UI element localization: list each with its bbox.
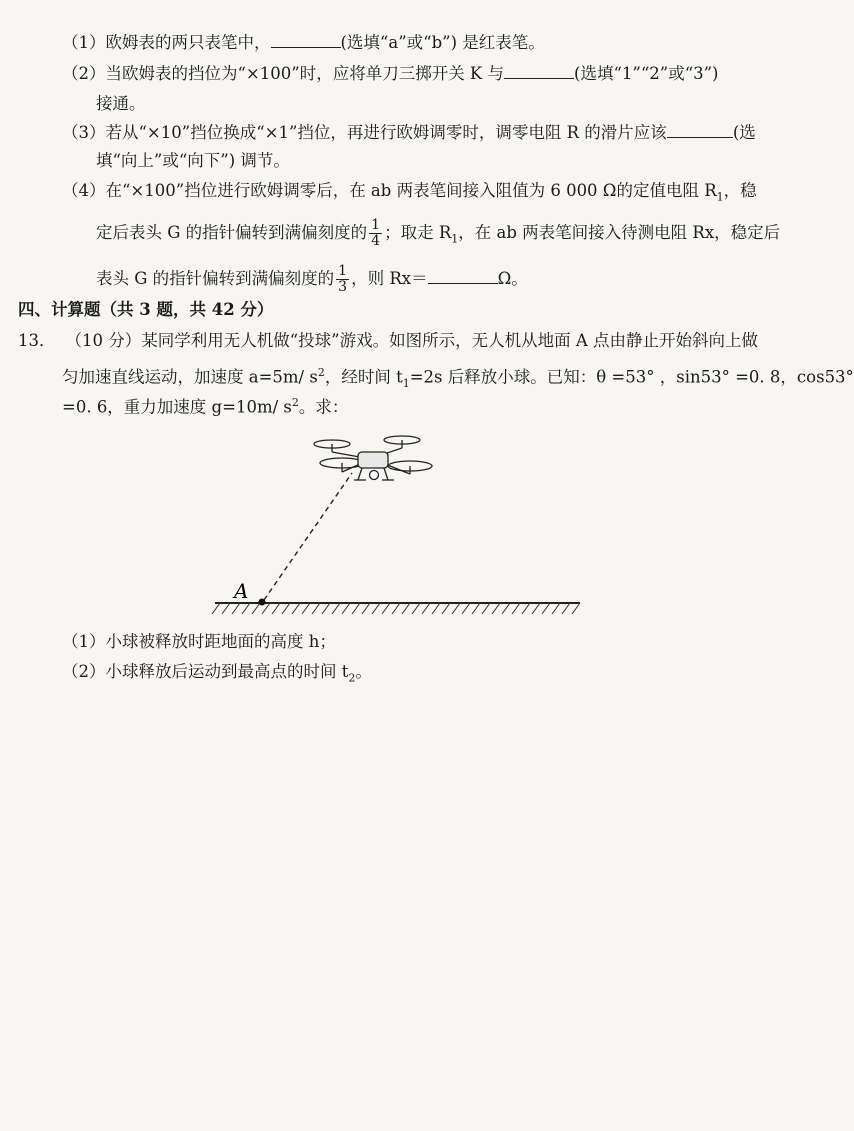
answer-blank-4[interactable] <box>428 267 498 284</box>
fraction-one-quarter: $\frac{1}{4}$ <box>371 217 381 249</box>
ground-hatching <box>212 603 580 614</box>
answer-blank-2[interactable] <box>504 62 574 79</box>
flight-path <box>264 473 352 600</box>
q12-part4-line3: 表头 G 的指针偏转到满偏刻度的 $\frac{1}{3}$ ，则 Rx＝ Ω。 <box>96 263 528 295</box>
q12-part1: （1）欧姆表的两只表笔中， (选填“a”或“b”) 是红表笔。 <box>62 33 545 52</box>
drone-icon <box>314 436 432 480</box>
q12-part4: （4）在“×100”挡位进行欧姆调零后，在 ab 两表笔间接入阻值为 6 000 Ω的定值电阻 $R_1$，稳 <box>62 181 757 204</box>
q12-part3: （3）若从“×10”挡位换成“×1”挡位，再进行欧姆调零时，调零电阻 R 的滑片应该 (选 <box>62 123 756 142</box>
q12-part2-cont: 接通。 <box>96 94 146 113</box>
q12-part2: （2）当欧姆表的挡位为“×100”时，应将单刀三掷开关 K 与 (选填“1”“2”或“3”) <box>62 64 719 83</box>
answer-blank-3[interactable] <box>667 121 733 138</box>
fraction-one-third: $\frac{1}{3}$ <box>338 263 348 295</box>
q12-part4-line2: 定后表头 G 的指针偏转到满偏刻度的 $\frac{1}{4}$ ；取走 $R_1$，在 ab 两表笔间接入待测电阻 Rx，稳定后 <box>96 217 781 249</box>
q12-part3-cont: 填“向上”或“向下”) 调节。 <box>96 151 290 170</box>
q13-sub1: （1）小球被释放时距地面的高度 h； <box>62 632 336 651</box>
q13-line3: =0. 6，重力加速度 g=10m/ $s^2$。求： <box>62 396 349 417</box>
drone-figure <box>200 418 600 623</box>
point-a-label: A <box>234 579 249 603</box>
q13-line1: 13． （10 分）某同学利用无人机做“投球”游戏。如图所示，无人机从地面 A 点由静止开始斜向上做 <box>18 331 759 350</box>
section-title: 四、计算题（共 3 题，共 42 分） <box>18 300 274 319</box>
answer-blank-1[interactable] <box>271 31 341 48</box>
q13-line2: 匀加速直线运动，加速度 a=5m/ $s^2$，经时间 $t_1=2s$ 后释放小球。已知：θ =53° ，sin53° =0. 8，cos53° <box>62 366 854 390</box>
q13-sub2: （2）小球释放后运动到最高点的时间 $t_2$。 <box>62 662 372 685</box>
